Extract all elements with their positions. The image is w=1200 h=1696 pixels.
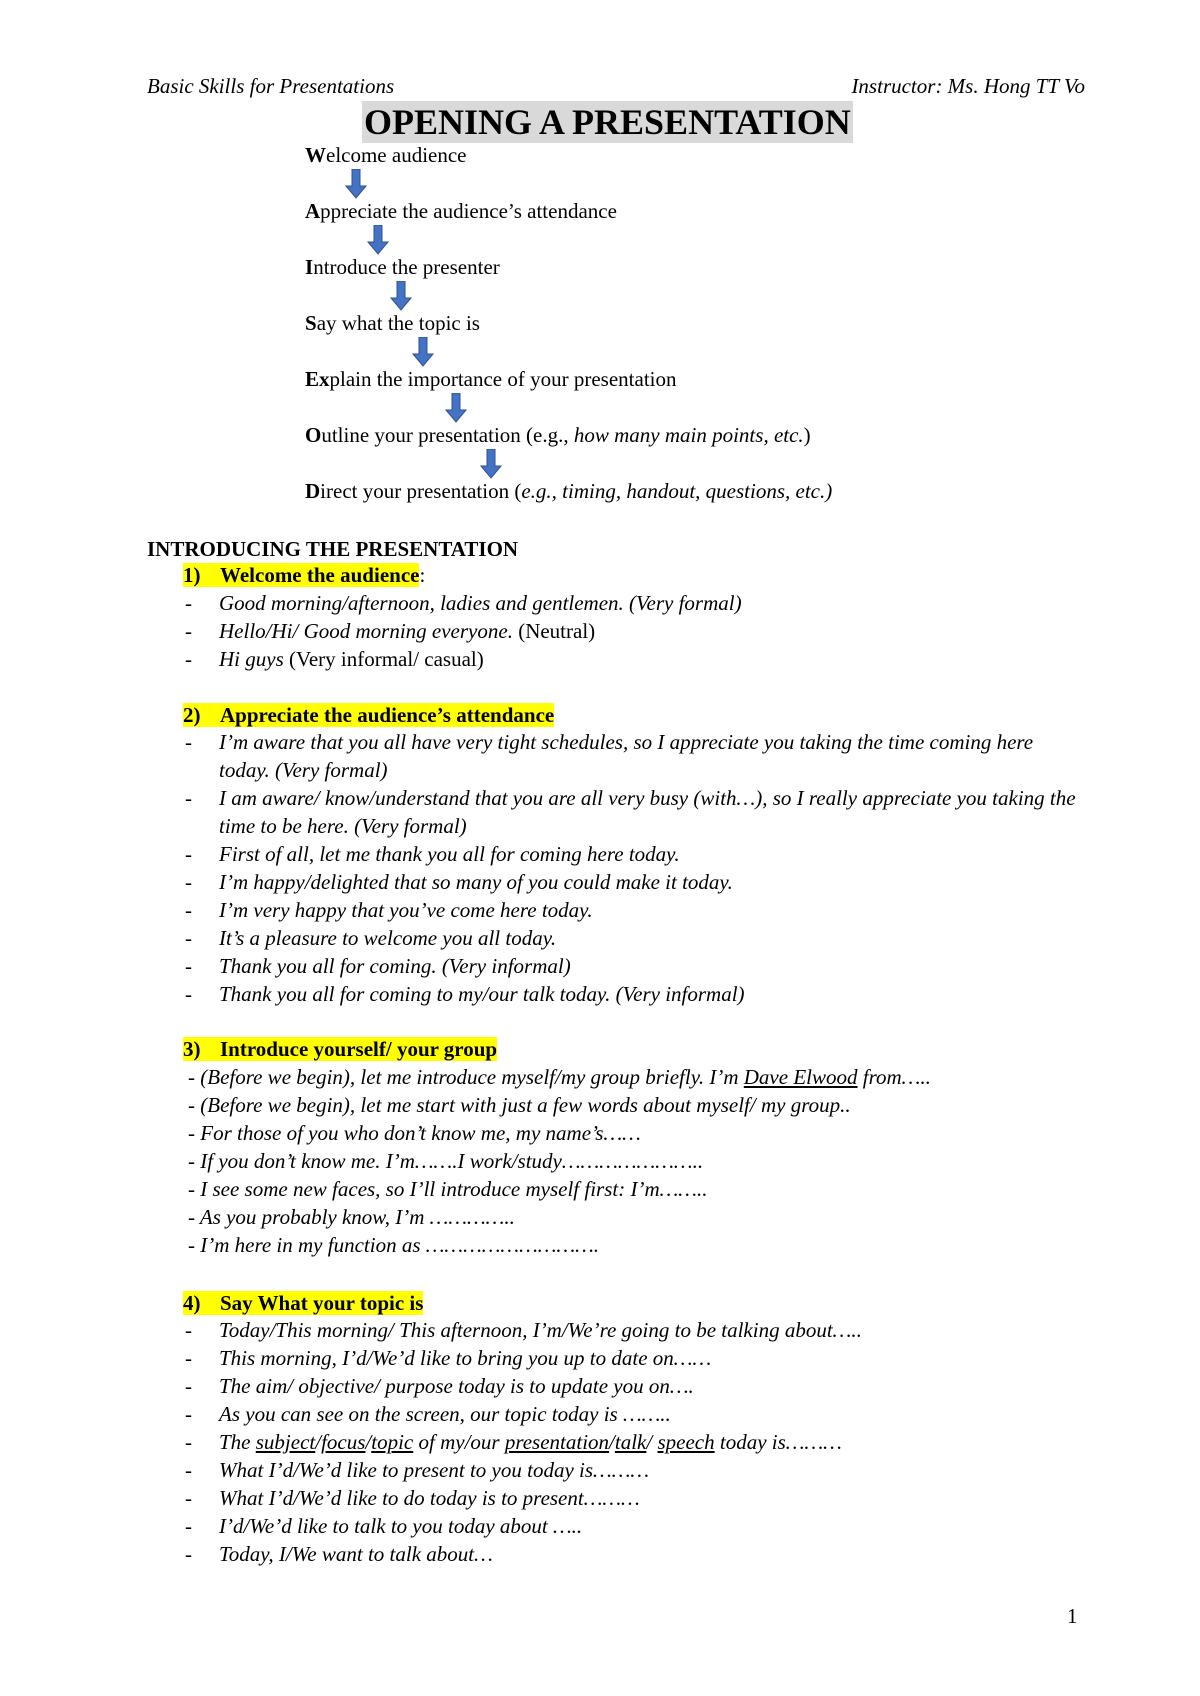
page-header <box>147 74 1085 104</box>
flow-step-welcome: Welcome audience <box>305 143 467 167</box>
arrow-down-icon <box>345 169 367 199</box>
arrow-down-icon <box>480 449 502 479</box>
page-title: OPENING A PRESENTATION <box>364 102 851 142</box>
page-number: 1 <box>1067 1604 1078 1628</box>
opening-flow <box>305 142 1005 514</box>
flow-step-topic: Say what the topic is <box>305 311 480 335</box>
flow-step-outline: Outline your presentation (e.g., how many main points, etc.) <box>305 423 811 447</box>
flow-step-direct: Direct your presentation (e.g., timing, handout, questions, etc.) <box>305 479 833 503</box>
section-heading: INTRODUCING THE PRESENTATION <box>147 537 519 561</box>
arrow-down-icon <box>412 337 434 367</box>
flow-step-explain: Explain the importance of your presentation <box>305 367 677 391</box>
arrow-down-icon <box>445 393 467 423</box>
arrow-down-icon <box>367 225 389 255</box>
flow-step-appreciate: Appreciate the audience’s attendance <box>305 199 617 223</box>
instructor-name: Instructor: Ms. Hong TT Vo <box>851 74 1085 98</box>
section-3-title: 3) Introduce yourself/ your group <box>183 1037 498 1061</box>
section-2-title: 2) Appreciate the audience’s attendance <box>183 703 555 727</box>
course-name: Basic Skills for Presentations <box>147 74 395 98</box>
section-1-title: 1) Welcome the audience: <box>183 563 426 587</box>
section-4-title: 4) Say What your topic is <box>183 1291 424 1315</box>
arrow-down-icon <box>390 281 412 311</box>
flow-step-introduce: Introduce the presenter <box>305 255 500 279</box>
example-name: Dave Elwood <box>743 1065 858 1089</box>
